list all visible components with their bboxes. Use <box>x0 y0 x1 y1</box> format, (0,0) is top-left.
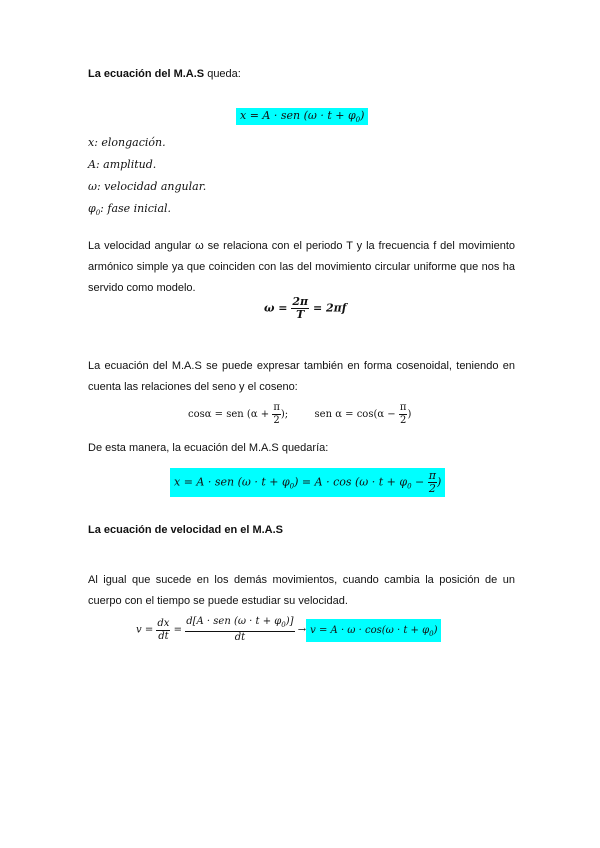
definitions-list <box>88 132 206 224</box>
equation-velocidad-result: $v = A \cdot \omega \cdot \cos(\omega \cdot t + \varphi_0)$ <box>306 619 441 642</box>
paragraph-velocidad-angular: La velocidad angular ω se relaciona con el periodo T y la frecuencia f del movimiento armónico simple ya que coinciden con las del movimiento circular uniforme que nos ha servido como modelo. <box>88 240 515 294</box>
equation-omega: ω = $\frac{2\pi}{T}$ = 2πf <box>264 295 347 321</box>
paragraph-forma-cosenoidal: La ecuación del M.A.S se puede expresar también en forma cosenoidal, teniendo en cuenta las relaciones del seno y el coseno: <box>88 360 515 393</box>
definition-fase-inicial: $\varphi_0$: fase inicial. <box>88 202 172 218</box>
paragraph-velocidad: Al igual que sucede en los demás movimientos, cuando cambia la posición de un cuerpo con el tiempo se puede estudiar su velocidad. <box>88 574 515 607</box>
definition-velocidad-angular: ω: velocidad angular. <box>88 180 207 193</box>
section-title-bold: La ecuación del M.A.S <box>88 68 205 80</box>
definition-amplitud: A: amplitud. <box>88 158 157 171</box>
equation-seno-coseno: cosα = sen (α + $\frac{\pi}{2}$ ); sen α = cos(α − $\frac{\pi}{2}$ ) <box>188 402 412 426</box>
definition-elongacion: x: elongación. <box>88 136 166 149</box>
equation-mas-coseno: x = A · sen $(\omega \cdot t + \varphi_0) = A \cdot \cos (\omega \cdot t + \varphi_0$ − $\frac{\pi}{2}$ ) <box>170 468 445 497</box>
section-title-rest: queda: <box>204 68 241 80</box>
paragraph-quedaria: De esta manera, la ecuación del M.A.S quedaría: <box>88 442 329 454</box>
section-title-mas <box>88 68 241 80</box>
section-title-velocidad: La ecuación de velocidad en el M.A.S <box>88 524 284 536</box>
equation-velocidad: v = $\frac{dx}{dt}$ = d[A · sen $(\omega \cdot t + \varphi_0)$] dt → $v = A \cdot \omega \cdot \cos(\omega \cdot t + \varphi_0)$ <box>136 616 441 644</box>
equation-mas: x = A · sen $(\omega \cdot t + \varphi_0)$ <box>236 108 368 125</box>
